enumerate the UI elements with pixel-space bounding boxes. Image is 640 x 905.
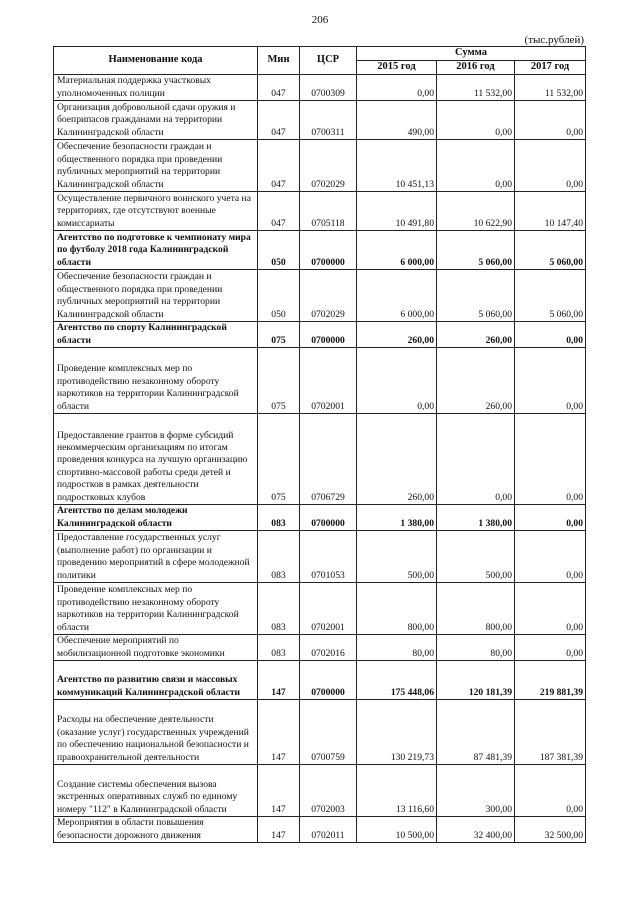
- header-sum: Сумма: [357, 47, 586, 61]
- table-row: [54, 583, 586, 635]
- header-2016: 2016 год: [437, 61, 515, 75]
- row-value-2017: 219 881,39: [515, 661, 586, 700]
- table-row: [54, 531, 586, 583]
- row-min: 147: [258, 765, 300, 817]
- row-min: 083: [258, 505, 300, 531]
- row-value-2015: 500,00: [357, 531, 437, 583]
- row-min: 047: [258, 75, 300, 101]
- row-name: Обеспечение безопасности граждан и общественного порядка при проведении публичных мероприятий на территории Калининградской области: [54, 140, 258, 192]
- table-row: [54, 414, 586, 505]
- row-name: Агентство по развитию связи и массовых коммуникаций Калининградской области: [54, 661, 258, 700]
- row-name: Предоставление грантов в форме субсидий некоммерческим организациям по итогам проведения конкурса на лучшую организацию спортивно-массовой работы среди детей и подростков в рамках деятельности подростковых клубов: [54, 414, 258, 505]
- table-row: [54, 635, 586, 661]
- unit-note: (тыс.рублей): [524, 34, 584, 46]
- table-row: [54, 322, 586, 348]
- row-name: Материальная поддержка участковых уполномоченных полиции: [54, 75, 258, 101]
- row-name: Агентство по подготовке к чемпионату мира по футболу 2018 года Калининградской области: [54, 231, 258, 270]
- row-name: Мероприятия в области повышения безопасности дорожного движения: [54, 817, 258, 843]
- row-min: 047: [258, 140, 300, 192]
- row-name: Проведение комплексных мер по противодействию незаконному обороту наркотиков на территории Калининградской области: [54, 348, 258, 414]
- row-value-2017: 0,00: [515, 322, 586, 348]
- table-row: [54, 348, 586, 414]
- row-csr: 0702003: [300, 765, 357, 817]
- table-row: [54, 700, 586, 765]
- row-value-2015: 800,00: [357, 583, 437, 635]
- row-value-2015: 10 451,13: [357, 140, 437, 192]
- row-value-2017: 0,00: [515, 348, 586, 414]
- row-value-2016: 0,00: [437, 101, 515, 140]
- row-name: Осуществление первичного воинского учета на территориях, где отсутствуют военные комиссариаты: [54, 192, 258, 231]
- row-value-2015: 13 116,60: [357, 765, 437, 817]
- header-csr: ЦСР: [300, 47, 357, 75]
- row-value-2016: 800,00: [437, 583, 515, 635]
- row-min: 050: [258, 270, 300, 322]
- row-value-2015: 10 500,00: [357, 817, 437, 843]
- row-csr: 0702029: [300, 140, 357, 192]
- row-csr: 0702001: [300, 348, 357, 414]
- row-value-2016: 260,00: [437, 322, 515, 348]
- row-value-2016: 120 181,39: [437, 661, 515, 700]
- row-value-2016: 1 380,00: [437, 505, 515, 531]
- row-value-2015: 6 000,00: [357, 270, 437, 322]
- row-csr: 0705118: [300, 192, 357, 231]
- row-value-2015: 130 219,73: [357, 700, 437, 765]
- row-csr: 0700000: [300, 661, 357, 700]
- row-value-2016: 11 532,00: [437, 75, 515, 101]
- row-value-2016: 260,00: [437, 348, 515, 414]
- row-value-2016: 0,00: [437, 140, 515, 192]
- row-value-2015: 0,00: [357, 348, 437, 414]
- row-value-2015: 10 491,80: [357, 192, 437, 231]
- table-row: [54, 192, 586, 231]
- table-row: [54, 817, 586, 843]
- row-csr: 0700309: [300, 75, 357, 101]
- row-value-2016: 32 400,00: [437, 817, 515, 843]
- row-value-2017: 0,00: [515, 765, 586, 817]
- row-value-2016: 300,00: [437, 765, 515, 817]
- header-2017: 2017 год: [515, 61, 586, 75]
- row-value-2017: 0,00: [515, 505, 586, 531]
- row-min: 075: [258, 348, 300, 414]
- row-min: 075: [258, 414, 300, 505]
- header-min: Мин: [258, 47, 300, 75]
- table-row: [54, 101, 586, 140]
- table-row: [54, 505, 586, 531]
- row-min: 083: [258, 635, 300, 661]
- row-csr: 0700759: [300, 700, 357, 765]
- row-value-2016: 5 060,00: [437, 270, 515, 322]
- row-value-2016: 5 060,00: [437, 231, 515, 270]
- row-name: Расходы на обеспечение деятельности (оказание услуг) государственных учреждений по обеспечению национальной безопасности и правоохранительной деятельности: [54, 700, 258, 765]
- row-min: 050: [258, 231, 300, 270]
- row-csr: 0702016: [300, 635, 357, 661]
- row-name: Агентство по делам молодежи Калининградской области: [54, 505, 258, 531]
- row-csr: 0700311: [300, 101, 357, 140]
- row-min: 047: [258, 101, 300, 140]
- row-value-2016: 80,00: [437, 635, 515, 661]
- row-value-2017: 0,00: [515, 531, 586, 583]
- row-csr: 0700000: [300, 231, 357, 270]
- row-csr: 0702029: [300, 270, 357, 322]
- row-value-2017: 32 500,00: [515, 817, 586, 843]
- row-name: Организация добровольной сдачи оружия и боеприпасов гражданами на территории Калининградской области: [54, 101, 258, 140]
- table-row: [54, 765, 586, 817]
- table-row: [54, 661, 586, 700]
- row-csr: 0706729: [300, 414, 357, 505]
- row-min: 147: [258, 700, 300, 765]
- row-name: Обеспечение безопасности граждан и общественного порядка при проведении публичных мероприятий на территории Калининградской области: [54, 270, 258, 322]
- row-min: 083: [258, 531, 300, 583]
- row-csr: 0700000: [300, 505, 357, 531]
- row-value-2017: 0,00: [515, 101, 586, 140]
- row-min: 083: [258, 583, 300, 635]
- row-value-2015: 6 000,00: [357, 231, 437, 270]
- row-min: 075: [258, 322, 300, 348]
- row-csr: 0701053: [300, 531, 357, 583]
- row-csr: 0702011: [300, 817, 357, 843]
- row-value-2017: 5 060,00: [515, 270, 586, 322]
- table-row: [54, 231, 586, 270]
- table-row: [54, 75, 586, 101]
- row-csr: 0700000: [300, 322, 357, 348]
- row-name: Предоставление государственных услуг (выполнение работ) по организации и проведению мероприятий в сфере молодежной политики: [54, 531, 258, 583]
- header-name: Наименование кода: [54, 47, 258, 75]
- table-row: [54, 270, 586, 322]
- row-value-2015: 175 448,06: [357, 661, 437, 700]
- row-name: Агентство по спорту Калининградской области: [54, 322, 258, 348]
- row-value-2015: 1 380,00: [357, 505, 437, 531]
- row-value-2015: 260,00: [357, 322, 437, 348]
- row-min: 047: [258, 192, 300, 231]
- row-name: Обеспечение мероприятий по мобилизационной подготовке экономики: [54, 635, 258, 661]
- row-value-2016: 87 481,39: [437, 700, 515, 765]
- row-value-2017: 187 381,39: [515, 700, 586, 765]
- row-name: Проведение комплексных мер по противодействию незаконному обороту наркотиков на территории Калининградской области: [54, 583, 258, 635]
- budget-table: [53, 46, 586, 843]
- row-min: 147: [258, 661, 300, 700]
- row-value-2017: 0,00: [515, 583, 586, 635]
- row-value-2015: 0,00: [357, 75, 437, 101]
- table-row: [54, 140, 586, 192]
- row-value-2017: 0,00: [515, 140, 586, 192]
- row-value-2017: 0,00: [515, 414, 586, 505]
- table-body: [54, 75, 586, 843]
- page-number: 206: [311, 14, 329, 26]
- row-value-2016: 10 622,90: [437, 192, 515, 231]
- row-name: Создание системы обеспечения вызова экстренных оперативных служб по единому номеру "112" в Калининградской области: [54, 765, 258, 817]
- row-min: 147: [258, 817, 300, 843]
- row-value-2017: 11 532,00: [515, 75, 586, 101]
- row-value-2015: 490,00: [357, 101, 437, 140]
- row-value-2016: 0,00: [437, 414, 515, 505]
- row-value-2015: 80,00: [357, 635, 437, 661]
- row-value-2017: 0,00: [515, 635, 586, 661]
- row-value-2017: 10 147,40: [515, 192, 586, 231]
- row-value-2016: 500,00: [437, 531, 515, 583]
- header-2015: 2015 год: [357, 61, 437, 75]
- row-csr: 0702001: [300, 583, 357, 635]
- row-value-2015: 260,00: [357, 414, 437, 505]
- row-value-2017: 5 060,00: [515, 231, 586, 270]
